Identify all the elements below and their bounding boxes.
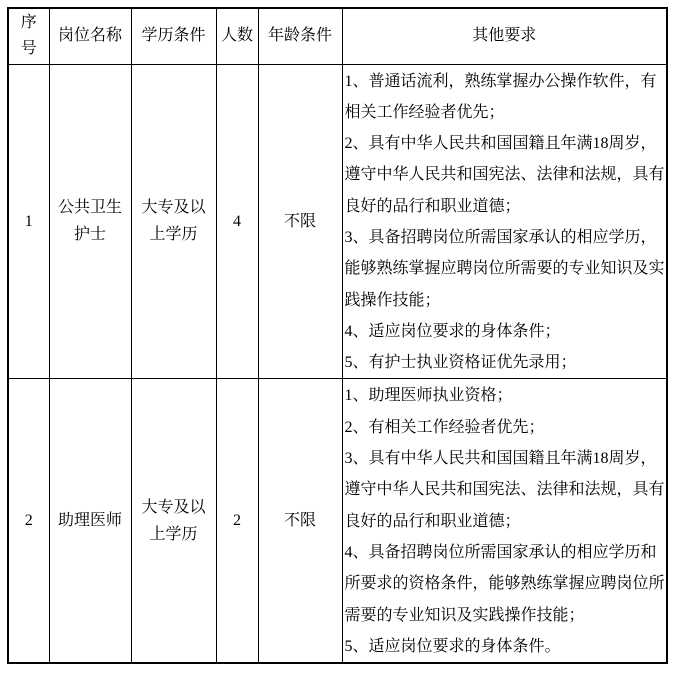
requirement-item: 5、适应岗位要求的身体条件。 [344,637,561,655]
cell-no: 1 [8,64,49,379]
requirement-item: 2、具有中华人民共和国国籍且年满18周岁，遵守中华人民共和国宪法、法律和法规，具有良好的品行和职业道德； [344,135,665,215]
column-header-count: 人数 [216,8,258,64]
cell-age: 不限 [258,379,342,663]
cell-requirements [342,64,667,379]
cell-no: 2 [8,379,49,663]
cell-count: 4 [216,64,258,379]
requirement-item: 3、具备招聘岗位所需国家承认的相应学历，能够熟练掌握应聘岗位所需要的专业知识及实践操作技能； [344,228,665,309]
cell-age: 不限 [258,64,342,379]
requirement-item: 2、有相关工作经验者优先； [344,418,545,436]
column-header-other-requirements: 其他要求 [342,8,667,64]
column-header-education: 学历条件 [131,8,216,64]
requirement-item: 4、适应岗位要求的身体条件； [344,322,561,340]
cell-position: 公共卫生护士 [49,64,131,379]
requirement-item: 1、助理医师执业资格； [344,387,513,405]
cell-education: 大专及以上学历 [131,64,216,379]
table-row [8,379,667,663]
requirement-item: 3、具有中华人民共和国国籍且年满18周岁，遵守中华人民共和国宪法、法律和法规，具有良好的品行和职业道德； [344,450,665,530]
header-row [8,8,667,64]
cell-position: 助理医师 [49,379,131,663]
column-header-no: 序号 [8,8,49,64]
recruitment-table [7,7,668,664]
column-header-position: 岗位名称 [49,8,131,64]
requirement-item: 5、有护士执业资格证优先录用； [344,354,577,372]
table-row [8,64,667,379]
cell-count: 2 [216,379,258,663]
requirement-item: 1、普通话流利，熟练掌握办公操作软件，有相关工作经验者优先； [344,72,657,121]
column-header-age: 年龄条件 [258,8,342,64]
cell-requirements [342,379,667,663]
cell-education: 大专及以上学历 [131,379,216,663]
requirement-item: 4、具备招聘岗位所需国家承认的相应学历和所要求的资格条件，能够熟练掌握应聘岗位所需要的专业知识及实践操作技能； [344,543,665,624]
